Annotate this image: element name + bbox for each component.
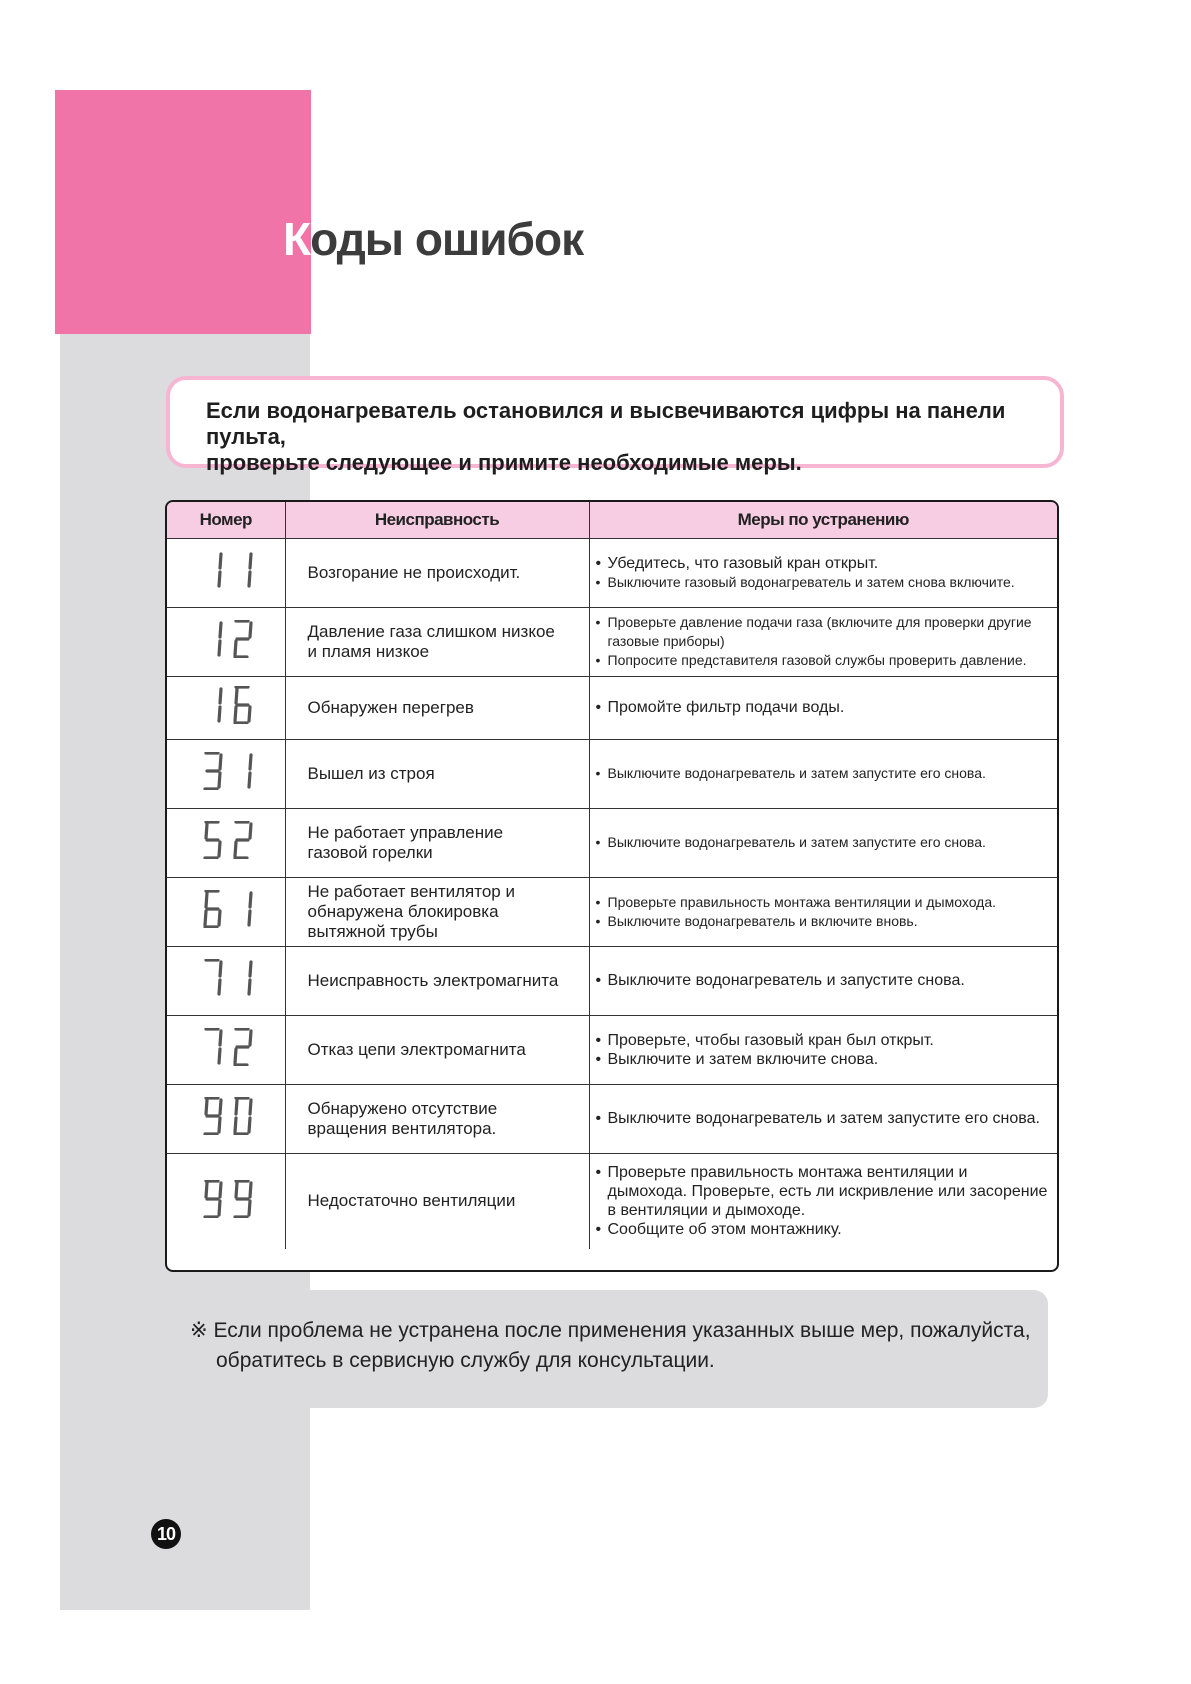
cell-actions	[589, 676, 1057, 739]
cell-code	[167, 1084, 285, 1153]
error-code-display-icon	[198, 686, 254, 724]
segment-c	[219, 707, 220, 721]
action-item: • Проверьте давление подачи газа (включите для проверки другие газовые приборы)	[596, 613, 1052, 651]
fault-line: и пламя низкое	[307, 641, 430, 661]
cell-actions	[589, 877, 1057, 946]
segment-c	[249, 911, 250, 925]
cell-fault	[285, 538, 589, 607]
segment-digit	[205, 1098, 221, 1134]
segment-digit	[205, 1181, 221, 1217]
cell-actions	[589, 739, 1057, 808]
segment-digit	[249, 755, 251, 787]
action-item: • Выключите водонагреватель и затем запустите его снова.	[596, 764, 1052, 783]
error-code-display-icon	[198, 752, 254, 790]
cell-actions	[589, 946, 1057, 1015]
cell-fault	[285, 808, 589, 877]
cell-fault	[285, 1153, 589, 1249]
segment-digit	[206, 1029, 221, 1063]
action-item: • Сообщите об этом монтажнику.	[596, 1220, 1052, 1239]
intro-line-1: Если водонагреватель остановился и высвечиваются цифры на панели пульта,	[206, 398, 1006, 449]
segment-digit	[205, 753, 221, 789]
segment-c	[249, 707, 250, 721]
error-code-display-icon	[198, 1180, 254, 1218]
footer-line-2: обратитесь в сервисную службу для консультации.	[216, 1349, 715, 1372]
segment-e	[235, 641, 236, 655]
segment-c	[219, 911, 220, 925]
fault-line: Отказ цепи электромагнита	[307, 1039, 526, 1059]
segment-c	[219, 980, 220, 994]
cell-code	[167, 946, 285, 1015]
action-item: • Убедитесь, что газовый кран открыт.	[596, 554, 1052, 573]
segment-b	[220, 1183, 221, 1197]
segment-digit	[206, 960, 221, 994]
segment-digit	[235, 687, 250, 723]
segment-c	[219, 1118, 220, 1132]
cell-actions	[589, 1153, 1057, 1249]
table-row	[167, 1153, 1057, 1249]
cell-code	[167, 538, 285, 607]
fault-line: вытяжной трубы	[307, 921, 438, 941]
cell-actions	[589, 538, 1057, 607]
table-row	[167, 538, 1057, 607]
segment-b	[250, 962, 251, 976]
fault-line: Недостаточно вентиляции	[307, 1191, 516, 1211]
action-item: • Проверьте правильность монтажа вентиляции и дымохода.	[596, 893, 1052, 912]
action-item: • Выключите и затем включите снова.	[596, 1050, 1052, 1069]
segment-c	[249, 1118, 250, 1132]
segment-c	[249, 773, 250, 787]
segment-digit	[219, 689, 221, 721]
table-row	[167, 1015, 1057, 1084]
fault-line: Обнаружен перегрев	[307, 697, 474, 717]
segment-b	[220, 1031, 221, 1045]
cell-fault	[285, 739, 589, 808]
segment-digit	[219, 623, 221, 655]
segment-c	[219, 1201, 220, 1215]
cell-fault	[285, 877, 589, 946]
action-item: • Проверьте правильность монтажа вентиляции и дымохода. Проверьте, есть ли искривление или засорение в вентиляции и дымоходе.	[596, 1163, 1052, 1220]
fault-line: обнаружена блокировка	[307, 901, 499, 921]
cell-code	[167, 676, 285, 739]
segment-c	[249, 980, 250, 994]
segment-c	[219, 773, 220, 787]
error-code-display-icon	[198, 890, 254, 928]
page-title-rest: оды ошибок	[310, 213, 584, 265]
segment-digit	[235, 1098, 251, 1134]
segment-b	[250, 824, 251, 838]
segment-f	[236, 1100, 237, 1114]
cell-code	[167, 877, 285, 946]
segment-b	[220, 623, 221, 637]
cell-fault	[285, 1084, 589, 1153]
segment-c	[219, 641, 220, 655]
table-row	[167, 676, 1057, 739]
segment-b	[250, 1183, 251, 1197]
table-row	[167, 877, 1057, 946]
error-code-display-icon	[198, 821, 254, 859]
fault-line: Возгорание не происходит.	[307, 562, 521, 582]
segment-digit	[235, 822, 251, 858]
error-code-display-icon	[198, 1028, 254, 1066]
segment-e	[235, 842, 236, 856]
segment-f	[206, 824, 207, 838]
table-row	[167, 739, 1057, 808]
header-fault: Неисправность	[285, 502, 589, 538]
cell-code	[167, 739, 285, 808]
segment-b	[220, 755, 221, 769]
header-actions: Меры по устранению	[589, 502, 1057, 538]
segment-b	[250, 1031, 251, 1045]
cell-fault	[285, 1015, 589, 1084]
fault-line: Не работает управление	[307, 822, 504, 842]
error-code-display-icon	[198, 620, 254, 658]
segment-b	[220, 689, 221, 703]
segment-digit	[205, 891, 220, 927]
segment-e	[235, 1049, 236, 1063]
segment-f	[236, 689, 237, 703]
action-item: • Выключите водонагреватель и затем запустите его снова.	[596, 1109, 1052, 1128]
action-item: • Промойте фильтр подачи воды.	[596, 698, 1052, 717]
segment-digit	[235, 621, 251, 657]
segment-b	[250, 554, 251, 568]
segment-c	[219, 572, 220, 586]
cell-fault	[285, 607, 589, 676]
fault-line: газовой горелки	[307, 842, 433, 862]
footer-note	[190, 1316, 1031, 1376]
action-item: • Выключите водонагреватель и включите вновь.	[596, 912, 1052, 931]
segment-e	[205, 911, 206, 925]
action-item: • Выключите водонагреватель и запустите снова.	[596, 971, 1052, 990]
action-item: • Выключите водонагреватель и затем запустите его снова.	[596, 833, 1052, 852]
cell-code	[167, 1015, 285, 1084]
action-item: • Попросите представителя газовой службы проверить давление.	[596, 651, 1052, 670]
error-code-display-icon	[198, 551, 254, 589]
cell-code	[167, 1153, 285, 1249]
segment-digit	[219, 554, 221, 586]
segment-digit	[235, 1029, 251, 1065]
cell-fault	[285, 676, 589, 739]
intro-line-2: проверьте следующее и примите необходимые меры.	[206, 450, 802, 475]
note-symbol-icon: ※	[190, 1319, 208, 1342]
cell-actions	[589, 808, 1057, 877]
segment-c	[249, 572, 250, 586]
segment-c	[219, 1049, 220, 1063]
segment-b	[250, 893, 251, 907]
table-row	[167, 1084, 1057, 1153]
segment-e	[235, 1118, 236, 1132]
page-number: 10	[151, 1519, 181, 1549]
cell-code	[167, 607, 285, 676]
action-item: • Проверьте, чтобы газовый кран был открыт.	[596, 1031, 1052, 1050]
segment-b	[220, 1100, 221, 1114]
segment-f	[206, 893, 207, 907]
fault-line: Не работает вентилятор и	[307, 881, 515, 901]
page-title-first-letter: К	[283, 213, 311, 265]
segment-digit	[249, 893, 251, 925]
segment-c	[249, 1201, 250, 1215]
segment-digit	[205, 822, 220, 858]
segment-b	[220, 962, 221, 976]
table-row	[167, 808, 1057, 877]
segment-f	[206, 1183, 207, 1197]
segment-f	[206, 1100, 207, 1114]
fault-line: Давление газа слишком низкое	[307, 621, 555, 641]
cell-actions	[589, 1015, 1057, 1084]
intro-box	[166, 376, 1064, 475]
error-codes-table	[165, 500, 1059, 1272]
error-code-display-icon	[198, 1097, 254, 1135]
page-title	[283, 212, 583, 266]
segment-b	[250, 1100, 251, 1114]
segment-digit	[249, 554, 251, 586]
table-row	[167, 946, 1057, 1015]
table-header-row	[167, 502, 1057, 538]
segment-b	[250, 623, 251, 637]
segment-c	[219, 842, 220, 856]
segment-f	[236, 1183, 237, 1197]
cell-actions	[589, 607, 1057, 676]
cell-code	[167, 808, 285, 877]
segment-digit	[249, 962, 251, 994]
error-code-display-icon	[198, 959, 254, 997]
fault-line: Обнаружено отсутствие	[307, 1098, 498, 1118]
fault-line: Неисправность электромагнита	[307, 970, 559, 990]
fault-line: Вышел из строя	[307, 763, 435, 783]
fault-line: вращения вентилятора.	[307, 1118, 497, 1138]
header-number: Номер	[167, 502, 285, 538]
action-item: • Выключите газовый водонагреватель и затем снова включите.	[596, 573, 1052, 592]
segment-b	[220, 554, 221, 568]
table-row	[167, 607, 1057, 676]
segment-e	[235, 707, 236, 721]
segment-digit	[235, 1181, 251, 1217]
segment-b	[250, 755, 251, 769]
title-pink-block	[55, 90, 311, 334]
cell-actions	[589, 1084, 1057, 1153]
footer-line-1: Если проблема не устранена после применения указанных выше мер, пожалуйста,	[213, 1319, 1031, 1342]
cell-fault	[285, 946, 589, 1015]
